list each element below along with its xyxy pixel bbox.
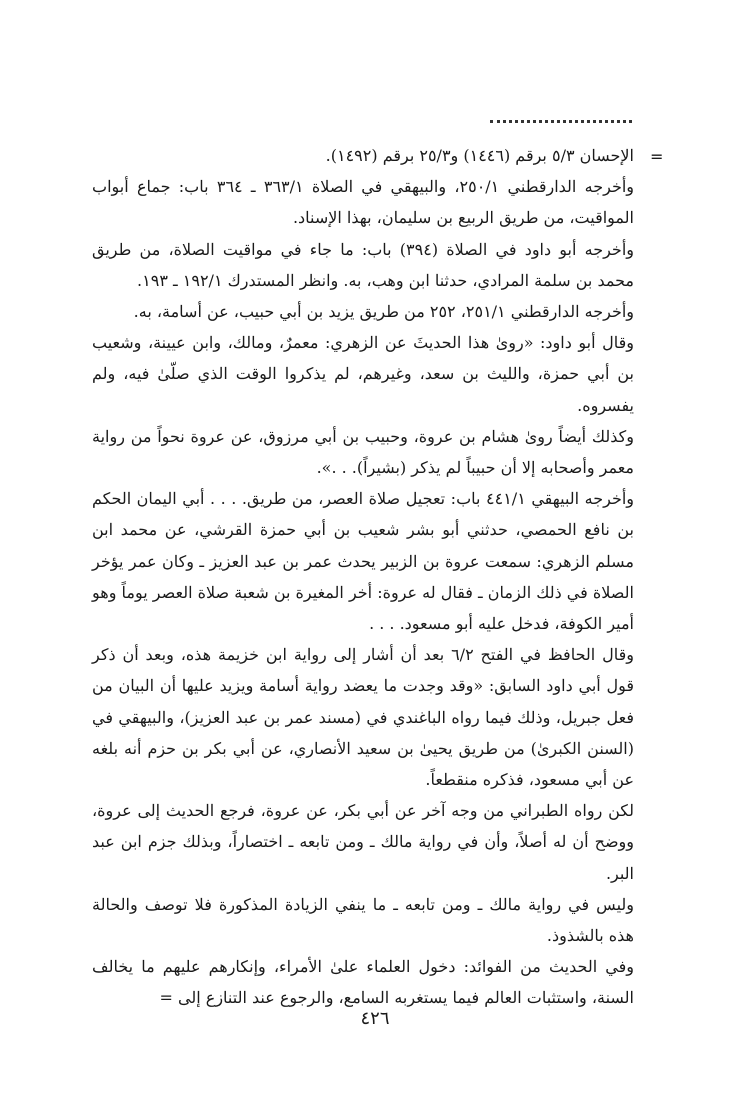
paragraph-7: وأخرجه البيهقي ٤٤١/١ باب: تعجيل صلاة العصر، من طريق. . . . أبي اليمان الحكم بن نافع الحمصي، حدثني أبو بشر شعيب بن أبي حمزة القرشي، عن محمد ابن مسلم الزهري: سمعت عروة بن الزبير يحدث عمر بن عبد العزيز ـ وكان عمر يؤخر الصلاة في ذلك الزمان ـ فقال له عروة: أخر المغيرة بن شعبة صلاة العصر يوماً وهو أمير الكوفة، فدخل عليه أبو مسعود. . . . <box>92 489 635 634</box>
paragraph-6: وكذلك أيضاً روىٰ هشام بن عروة، وحبيب بن أبي مرزوق، عن عروة نحواً من رواية معمر وأصحابه إلا أن حبيباً لم يذكر (بشيراً). . .». <box>92 426 634 478</box>
paragraph-11: وفي الحديث من الفوائد: دخول العلماء علىٰ الأمراء، وإنكارهم عليهم ما يخالف السنة، واستثبات العالم فيما يستغربه السامع، والرجوع عند التنازع إلى = <box>92 957 634 1008</box>
paragraph-8: وقال الحافظ في الفتح ٦/٢ بعد أن أشار إلى رواية ابن خزيمة هذه، وبعد أن ذكر قول أبي داود السابق: «وقد وجدت ما يعضد رواية أسامة ويزيد عليها أن البيان من فعل جبريل، وذلك فيما رواه الباغندي في (مسند عمر بن عبد العزيز)، والبيهقي في (السنن الكبرىٰ) من طريق يحيىٰ بن سعيد الأنصاري، عن أبي بكر بن حزم أنه بلغه عن أبي مسعود، فذكره منقطعاً. <box>92 645 634 790</box>
paragraph-1: الإحسان ٥/٣ برقم (١٤٤٦) و٢٥/٣ برقم (١٤٩٢). <box>325 146 634 165</box>
page-number: ٤٢٦ <box>360 1008 390 1029</box>
continuation-marker: = <box>650 147 664 166</box>
paragraph-10: وليس في رواية مالك ـ ومن تابعه ـ ما ينفي الزيادة المذكورة فلا توصف والحالة هذه بالشذوذ. <box>92 894 634 946</box>
footnote-separator <box>490 120 632 123</box>
footnote-text <box>92 140 634 1014</box>
paragraph-9: لكن رواه الطبراني من وجه آخر عن أبي بكر، عن عروة، فرجع الحديث إلى عروة، ووضح أن له أصلاً، وأن في رواية مالك ـ ومن تابعه ـ اختصاراً، وبذلك جزم ابن عبد البر. <box>92 801 634 883</box>
paragraph-3: وأخرجه أبو داود في الصلاة (٣٩٤) باب: ما جاء في مواقيت الصلاة، من طريق محمد بن سلمة المرادي، حدثنا ابن وهب، به. وانظر المستدرك ١٩٢/١ ـ ١٩٣. <box>92 239 634 290</box>
paragraph-2: وأخرجه الدارقطني ٢٥٠/١، والبيهقي في الصلاة ٣٦٣/١ ـ ٣٦٤ باب: جماع أبواب المواقيت، من طريق الربيع بن سليمان، بهذا الإسناد. <box>92 177 634 228</box>
paragraph-4: وأخرجه الدارقطني ٢٥١/١، ٢٥٢ من طريق يزيد بن أبي حبيب، عن أسامة، به. <box>133 302 634 322</box>
paragraph-5: وقال أبو داود: «روىٰ هذا الحديثَ عن الزهري: معمرٌ، ومالك، وابن عيينة، وشعيب بن أبي حمزة، والليث بن سعد، وغيرهم، لم يذكروا الوقت الذي صلّىٰ فيه، ولم يفسروه. <box>92 333 634 415</box>
